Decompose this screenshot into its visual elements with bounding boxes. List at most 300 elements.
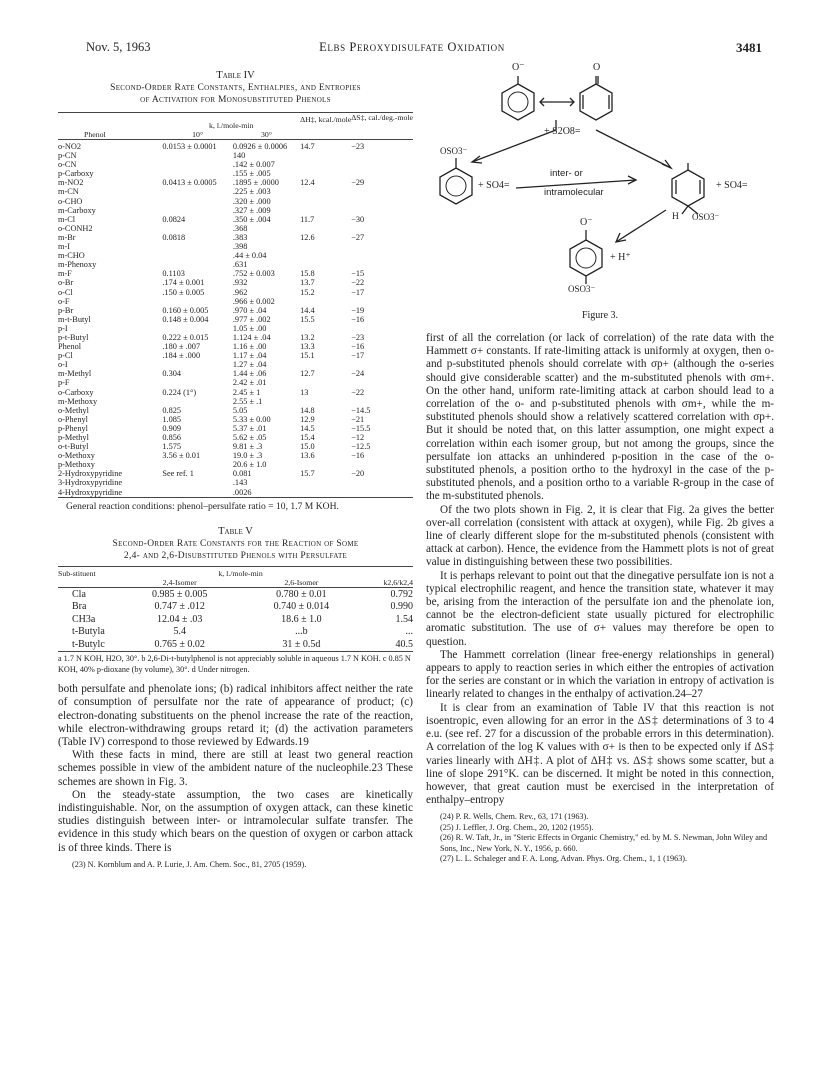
table4-conditions: General reaction conditions: phenol–persulfate ratio = 10, 1.7 M KOH. — [66, 500, 339, 512]
table4-cell — [351, 397, 413, 406]
table5-title-1: Second-Order Rate Constants for the Reaction of Some — [112, 538, 359, 549]
table4-cell: 1.05 ± .00 — [232, 323, 267, 333]
running-header-date: Nov. 5, 1963 — [86, 40, 151, 54]
table4-cell: 2.45 ± 1 — [232, 387, 261, 397]
table4-cell — [162, 324, 233, 333]
table4-cell: p-Carboxy — [58, 169, 94, 179]
left-column — [58, 70, 413, 870]
table4-cell: p-CN — [58, 151, 77, 161]
right-body-text — [426, 332, 774, 807]
scheme-bottom-ion: O⁻ — [580, 217, 593, 228]
table4-row — [58, 451, 413, 460]
table4-cell: 3-Hydroxypyridine — [58, 478, 123, 488]
table4-row — [58, 433, 413, 442]
table4-cell — [300, 160, 351, 169]
scheme-arrow-label-2: intramolecular — [544, 187, 604, 198]
table4-row — [58, 197, 413, 206]
table4-cell: See ref. 1 — [162, 469, 194, 479]
table4-row — [58, 469, 413, 478]
table4-row — [58, 251, 413, 260]
table4-cell: o-Methoxy — [58, 451, 95, 461]
table4-body — [58, 142, 413, 497]
table4-cell — [162, 251, 233, 260]
table5-title-2: 2,4- and 2,6-Disubstituted Phenols with Persulfate — [123, 550, 348, 561]
table4-cell: 15.8 — [300, 269, 315, 279]
table4-cell: 15.5 — [300, 314, 315, 324]
right-paragraph-1: first of all the correlation (or lack of correlation) of the rate data with the Hammett σ+ constants. If rate-limiting attack is uniformly at oxygen, then o- and p-substituted phenols should correlate with σp+ (although the o-series should give considerable scatter) and the m-substituted phenols with σm+. On the other hand, uniform rate-limiting attack at carbon should lead to a correlation of the o- and p-substituted phenols with σm+, while the m-substituted phenols should show a relatively scattered correlation with σp+. But it should be noted that, on this latter assumption, one might expect a correlation within each isomer group, but not among the groups, since the persulfate ion attacks an unhindered p-position in the case of the o-substituted phenols, a position ortho to the hydroxyl in the case of the p-substituted phenols, and a position ortho to a variable R-group in the case of the m-substituted phenols. — [426, 332, 774, 503]
table4-cell: 1.27 ± .04 — [232, 360, 267, 370]
table5-row — [58, 639, 413, 652]
table4-cell: −21 — [351, 414, 365, 424]
table4-cell — [162, 242, 233, 251]
table5-cell: 0.792 — [390, 588, 413, 600]
table5-cell: 0.747 ± .012 — [154, 601, 205, 613]
table4-cell — [351, 242, 413, 251]
ref-24: (24) P. R. Wells, Chem. Rev., 63, 171 (1963). — [440, 812, 589, 822]
table4-cell: m-Cl — [58, 214, 76, 224]
table4-cell — [351, 360, 413, 369]
table5-row — [58, 626, 413, 639]
table4-cell — [351, 206, 413, 215]
table4-cell: .383 — [232, 232, 248, 242]
table5-cell: CH3a — [72, 613, 96, 625]
table5 — [58, 566, 413, 654]
left-footnote-ref: (23) N. Kornblum and A. P. Lurie, J. Am. Chem. Soc., 81, 2705 (1959). — [72, 859, 307, 869]
table4-cell: .962 — [232, 287, 248, 297]
table4-head-dh: ΔH‡, kcal./mole — [300, 115, 352, 124]
table4-cell: 14.7 — [300, 142, 315, 151]
table4-cell: .143 — [232, 478, 248, 488]
table5-cell: 31 ± 0.5d — [282, 638, 321, 650]
table4-cell — [300, 187, 351, 196]
table4-cell — [162, 297, 233, 306]
table4-cell: 0.222 ± 0.015 — [162, 332, 209, 342]
table4-cell: 0.148 ± 0.004 — [162, 314, 209, 324]
right-paragraph-5: It is clear from an examination of Table IV that this reaction is not isoentropic, even allowing for an error in the ΔS‡ determinations of 3 to 4 e.u. (see ref. 27 for a discussion of the probable errors in this determination). A correlation of the log K values with σ+ is then to be expected only if ΔS‡ varies linearly with ΔH‡. A plot of ΔH‡ vs. ΔS‡ shows some scatter, but a line of slope 291°K. can be discerned. It might be noted in this connection, however, that great caution must be exercised in the interpretation of enthalpy–entropy — [426, 701, 774, 807]
table4-cell: 19.0 ± .3 — [232, 451, 263, 461]
table4-cell — [300, 488, 351, 498]
right-paragraph-3: It is perhaps relevant to point out that the dinegative persulfate ion is not a typical electrophilic reagent, and hence the transition state, whatever it may be, arising from the interaction of the persulfate ion and the phenolate ion, cannot be the electron-deficient state usually pictured for electrophilic aromatic substitution. The use of σ+ values may therefore be open to question. — [426, 569, 774, 648]
table4-cell: o-F — [58, 296, 70, 306]
product-ring — [570, 240, 602, 276]
table4-cell: 0.0926 ± 0.0006 — [232, 142, 288, 151]
table4-row — [58, 478, 413, 487]
ref-27: (27) L. L. Schaleger and F. A. Long, Advan. Phys. Org. Chem., 1, 1 (1963). — [440, 854, 688, 864]
table4-cell: 140 — [232, 151, 246, 161]
table4-row — [58, 424, 413, 433]
table4-cell: .966 ± 0.002 — [232, 296, 275, 306]
table4-cell — [300, 360, 351, 369]
table4-cell: 1.575 — [162, 442, 182, 452]
table4-cell: −29 — [351, 178, 365, 188]
table4-cell: .320 ± .000 — [232, 196, 271, 206]
table5-cell: 0.765 ± 0.02 — [154, 638, 205, 650]
table5-cell: 12.04 ± .03 — [156, 613, 203, 625]
table4-head-phenol: Phenol — [84, 130, 106, 139]
table4-row — [58, 315, 413, 324]
table5-row — [58, 601, 413, 614]
table5-footnotes: a 1.7 N KOH, H2O, 30°. b 2,6-Di-t-butylphenol is not appreciably soluble in aqueous 1.7 N KOH. c 0.85 N KOH, 40% p-dioxane (by volume), 30°. d Under nitrogen. — [58, 654, 411, 674]
table4-cell — [351, 260, 413, 269]
table4-cell — [162, 397, 233, 406]
table5-row — [58, 589, 413, 602]
table5-head-26: 2,6-Isomer — [284, 577, 319, 587]
table4-cell: 4-Hydroxypyridine — [58, 487, 123, 497]
table4-row — [58, 488, 413, 498]
table4-cell — [300, 478, 351, 487]
running-header-title: Elbs Peroxydisulfate Oxidation — [319, 40, 505, 54]
table4-cell: 14.5 — [300, 423, 315, 433]
table4-cell: .225 ± .003 — [232, 187, 271, 197]
aryl-sulfate-ring — [440, 168, 472, 204]
left-paragraph-3: On the steady-state assumption, the two cases are kinetically indistinguishable. Nor, on the assumption of oxygen attack, can these kinetic studies distinguish between inter- or intramolecular sulfate transfer. The evidence in this study which bears on the question of oxygen or carbon attack is of three kinds. There is — [58, 788, 413, 854]
table4-row — [58, 460, 413, 469]
table4-cell: 12.7 — [300, 369, 315, 379]
left-paragraph-1: both persulfate and phenolate ions; (b) radical inhibitors affect neither the rate of consumption of persulfate nor the rate of appearance of product; (c) electron-donating substituents on the phenol increase the rate of the reaction, while electron-withdrawing groups retard it; (d) the activation parameters (Table IV) correspond to those reviewed by Edwards.19 — [58, 683, 413, 748]
table4-cell — [351, 478, 413, 487]
table4-cell: −14.5 — [351, 405, 371, 415]
table4-cell — [300, 197, 351, 206]
table4-row — [58, 378, 413, 387]
table4-cell: .174 ± 0.001 — [162, 278, 205, 288]
table4-cell — [162, 260, 233, 269]
table4-cell: .398 — [232, 242, 248, 252]
table4-cell — [300, 169, 351, 178]
table4-cell: p-F — [58, 378, 70, 388]
table4-row — [58, 342, 413, 351]
table4-cell — [300, 397, 351, 406]
table4-head-k: k, l./mole-min — [209, 121, 254, 130]
table4-row — [58, 242, 413, 251]
table4-cell: 20.6 ± 1.0 — [232, 460, 267, 470]
table4-cell: 2-Hydroxypyridine — [58, 469, 123, 479]
table5-head-ratio: k2,6/k2,4 — [383, 577, 413, 587]
table4-cell: o-Cl — [58, 287, 73, 297]
reaction-scheme — [426, 62, 774, 332]
table4-cell: 0.0153 ± 0.0001 — [162, 142, 217, 151]
table4-cell: −30 — [351, 214, 365, 224]
table4-cell: o-CHO — [58, 196, 83, 206]
table4-cell: −20 — [351, 469, 365, 479]
table4-cell: .350 ± .004 — [232, 214, 271, 224]
table4-cell: m-I — [58, 242, 70, 252]
table4-cell — [162, 169, 233, 178]
table4-cell: o-I — [58, 360, 68, 370]
table4-cell: 0.0413 ± 0.0005 — [162, 178, 217, 188]
table4-cell: .368 — [232, 223, 248, 233]
scheme-top-left-ion: O⁻ — [512, 62, 525, 73]
table4-cell — [162, 197, 233, 206]
table5-cell: 18.6 ± 1.0 — [281, 613, 322, 625]
table5-cell: ...b — [295, 626, 308, 638]
scheme-plus-so4-left: + SO4= — [478, 180, 510, 191]
table4-cell: .752 ± 0.003 — [232, 269, 275, 279]
table4-cell: p-Phenyl — [58, 423, 88, 433]
table4-label: Table IV — [216, 70, 255, 81]
table5-head-sub: Sub-stituent — [58, 568, 96, 578]
table5-cell: 0.780 ± 0.01 — [276, 588, 327, 600]
table4-cell: 1.16 ± .00 — [232, 342, 267, 352]
right-paragraph-4: The Hammett correlation (linear free-energy relationships in general) appears to apply to reaction series in which either the entropies of activation for the series are constant or in which the variation in entropy of activation is linearly related to changes in the enthalpy of activation.24–27 — [426, 648, 774, 701]
table4-cell: 0.304 — [162, 369, 182, 379]
table4-row — [58, 297, 413, 306]
table4-cell: −12 — [351, 433, 365, 442]
table4-cell: 13.3 — [300, 342, 315, 352]
table4-cell: 13.7 — [300, 278, 315, 288]
table4-row — [58, 178, 413, 187]
table5-cell: Bra — [72, 601, 87, 613]
table4-title-2: of Activation for Monosubstituted Phenols — [140, 95, 331, 105]
table4-row — [58, 278, 413, 287]
left-body-text — [58, 683, 413, 855]
table4-cell: m-CN — [58, 187, 79, 197]
table4-cell: 0.856 — [162, 433, 182, 442]
table4-row — [58, 288, 413, 297]
right-column — [426, 62, 774, 865]
table4-cell — [300, 260, 351, 269]
table4-cell — [351, 297, 413, 306]
table4-cell: m-NO2 — [58, 178, 84, 188]
table4-cell: m-Br — [58, 232, 76, 242]
table4-cell — [351, 151, 413, 160]
table4-cell: .44 ± 0.04 — [232, 251, 267, 261]
table4-cell: 0.1103 — [162, 269, 185, 279]
table4-cell: −16 — [351, 451, 365, 461]
table4-cell: 12.9 — [300, 414, 315, 424]
table4-cell: .932 — [232, 278, 248, 288]
table4 — [58, 112, 413, 499]
table4-row — [58, 369, 413, 378]
table4-cell: 5.05 — [232, 405, 248, 415]
table4-cell — [351, 160, 413, 169]
table4-cell: p-t-Butyl — [58, 332, 89, 342]
table4-cell — [351, 488, 413, 498]
table4-cell: .327 ± .009 — [232, 205, 271, 215]
table4-cell: 1.44 ± .06 — [232, 369, 267, 379]
table4-cell — [300, 297, 351, 306]
table4-cell — [351, 197, 413, 206]
table4-cell — [351, 324, 413, 333]
table4-cell: 13 — [300, 387, 309, 397]
table4-cell — [162, 160, 233, 169]
table4-cell: −24 — [351, 369, 365, 379]
left-paragraph-2: With these facts in mind, there are still at least two general reaction schemes possible in view of the ambident nature of the nucleophile.23 These schemes are shown in Fig. 3. — [58, 749, 413, 788]
table5-cell: 0.990 — [390, 601, 413, 613]
table4-cell: 5.33 ± 0.00 — [232, 414, 271, 424]
table4-title-1: Second-Order Rate Constants, Enthalpies, and Entropies — [110, 83, 361, 93]
dienone-ring — [580, 84, 612, 120]
table5-row — [58, 614, 413, 627]
table4-cell — [162, 460, 233, 469]
table4-cell: −15.5 — [351, 423, 371, 433]
table4-cell: 0.0824 — [162, 214, 186, 224]
table4-cell: −16 — [351, 314, 365, 324]
table4-cell — [162, 187, 233, 196]
scheme-oso3-label: OSO3⁻ — [692, 212, 720, 222]
table4-row — [58, 142, 413, 151]
table4-cell: −23 — [351, 142, 365, 151]
table4-cell — [162, 378, 233, 387]
table4-cell: 12.6 — [300, 232, 315, 242]
table4-cell: 2.42 ± .01 — [232, 378, 267, 388]
table4-cell — [351, 251, 413, 260]
table4-cell: 5.62 ± .05 — [232, 433, 267, 442]
table4-cell: −27 — [351, 232, 365, 242]
table4-cell: .184 ± .000 — [162, 351, 201, 361]
table4-cell: p-I — [58, 323, 68, 333]
table4-cell: .155 ± .005 — [232, 169, 271, 179]
table4-cell: 5.37 ± .01 — [232, 423, 267, 433]
scheme-left-group: OSO3⁻ — [440, 146, 468, 156]
table5-head-k: k, l./mole-min — [218, 568, 263, 578]
ref-25: (25) J. Leffler, J. Org. Chem., 20, 1202 (1955). — [440, 822, 594, 832]
table4-cell: p-Cl — [58, 351, 73, 361]
table4-cell: 0.825 — [162, 405, 182, 415]
scheme-persulfate: + S2O8= — [544, 126, 581, 137]
table4-head-30: 30° — [261, 130, 272, 139]
table4-row — [58, 360, 413, 369]
table4-cell — [351, 169, 413, 178]
table4-cell: o-NO2 — [58, 142, 82, 151]
table4-row — [58, 333, 413, 342]
table4-cell: 13.2 — [300, 332, 315, 342]
table4-cell — [351, 187, 413, 196]
table4-cell — [351, 378, 413, 387]
table4-cell: −23 — [351, 332, 365, 342]
table4-cell: −19 — [351, 305, 365, 315]
table4-row — [58, 269, 413, 278]
table4-cell: o-CONH2 — [58, 223, 93, 233]
scheme-arrow-label-1: inter- or — [550, 168, 583, 179]
table4-row — [58, 406, 413, 415]
table4-cell: 1.17 ± .04 — [232, 351, 267, 361]
table4-cell: m-Methoxy — [58, 396, 98, 406]
table4-cell: .977 ± .002 — [232, 314, 271, 324]
table4-cell: o-CN — [58, 160, 77, 170]
table4-cell: m-t-Butyl — [58, 314, 91, 324]
table4-cell — [300, 151, 351, 160]
scheme-plus-so4-right: + SO4= — [716, 180, 748, 191]
table5-body — [58, 589, 413, 652]
scheme-plus-h: + H⁺ — [610, 252, 631, 263]
table4-row — [58, 351, 413, 360]
figure-caption: Figure 3. — [581, 310, 619, 321]
table4-cell: .1895 ± .0000 — [232, 178, 279, 188]
table4-cell: m-Carboxy — [58, 205, 96, 215]
table5-cell: t-Butylc — [72, 638, 105, 650]
table5-cell: t-Butyla — [72, 626, 105, 638]
table4-cell: m-Methyl — [58, 369, 92, 379]
table4-cell: 15.1 — [300, 351, 315, 361]
table4-cell — [300, 206, 351, 215]
table4-cell: 0.0818 — [162, 232, 186, 242]
table5-cell: 5.4 — [173, 626, 186, 638]
table4-cell: −22 — [351, 278, 365, 288]
scheme-top-right-ion: O — [593, 62, 601, 73]
table4-cell: p-Methyl — [58, 433, 89, 442]
table4-cell: 11.7 — [300, 214, 315, 224]
page-number: 3481 — [736, 40, 762, 55]
table4-row — [58, 187, 413, 196]
table5-cell: 0.740 ± 0.014 — [273, 601, 330, 613]
table5-label: Table V — [218, 525, 253, 537]
table4-cell: −12.5 — [351, 442, 371, 452]
table4-cell: 3.56 ± 0.01 — [162, 451, 201, 461]
table4-cell: .970 ± .04 — [232, 305, 267, 315]
table4-cell — [300, 378, 351, 387]
table4-cell — [351, 460, 413, 469]
table4-cell: .0026 — [232, 487, 252, 497]
table4-cell: 15.4 — [300, 433, 315, 442]
table5-head-24: 2,4-Isomer — [162, 577, 197, 587]
table4-head-10: 10° — [192, 130, 204, 139]
table4-cell: Phenol — [58, 342, 82, 352]
table4-cell: −15 — [351, 269, 365, 279]
table4-cell — [300, 242, 351, 251]
table4-cell: p-Br — [58, 305, 74, 315]
table4-cell: o-Carboxy — [58, 387, 94, 397]
table4-row — [58, 224, 413, 233]
table5-cell: Cla — [72, 588, 86, 600]
table4-row — [58, 415, 413, 424]
table4-cell: 1.085 — [162, 414, 182, 424]
table4-cell: o-Phenyl — [58, 414, 88, 424]
table5-cell: 0.985 ± 0.005 — [151, 588, 208, 600]
scheme-h-label: H — [672, 212, 679, 222]
table4-cell — [300, 324, 351, 333]
right-paragraph-2: Of the two plots shown in Fig. 2, it is clear that Fig. 2a gives the better over-all correlation (consistent with attack at oxygen), while Fig. 2b gives a line of clearly different slope for the m-substituted phenols (consistent with attack at carbon). Hence, the evidence from the Hammett plots is not of great value in distinguishing between these two possibilities. — [426, 503, 774, 569]
table5-cell: 1.54 — [395, 613, 413, 625]
right-footnote-refs — [426, 812, 774, 865]
table4-cell: 14.8 — [300, 405, 315, 415]
table4-row — [58, 260, 413, 269]
table4-cell — [300, 251, 351, 260]
table4-row — [58, 306, 413, 315]
table4-cell: 0.081 — [232, 469, 252, 479]
table4-cell — [300, 224, 351, 233]
table5-cell: 40.5 — [395, 638, 413, 650]
table4-cell: 1.124 ± .04 — [232, 332, 271, 342]
table4-cell: m-F — [58, 269, 72, 279]
table4-head-ds: ΔS‡, cal./deg.-mole — [351, 113, 413, 122]
table4-cell: o-t-Butyl — [58, 442, 89, 452]
table4-cell: .150 ± 0.005 — [162, 287, 205, 297]
table4-cell: .180 ± .007 — [162, 342, 201, 352]
table4-cell — [162, 488, 233, 498]
table4-row — [58, 206, 413, 215]
table4-cell — [162, 206, 233, 215]
table4-cell: −22 — [351, 387, 365, 397]
table4-cell: p-Methoxy — [58, 460, 95, 470]
intermediate-ring — [672, 170, 704, 206]
table4-row — [58, 151, 413, 160]
table4-cell: −17 — [351, 351, 365, 361]
phenolate-ring — [502, 84, 534, 120]
table4-cell: m-CHO — [58, 251, 85, 261]
table4-cell: 15.0 — [300, 442, 315, 452]
table4-row — [58, 160, 413, 169]
table4-cell: 13.6 — [300, 451, 315, 461]
table5-cell: ... — [405, 626, 413, 638]
table4-cell: 0.160 ± 0.005 — [162, 305, 209, 315]
table4-row — [58, 169, 413, 178]
table4-cell: −16 — [351, 342, 365, 352]
table4-cell: .631 — [232, 260, 248, 270]
table4-cell: 15.7 — [300, 469, 315, 479]
table4-cell: 14.4 — [300, 305, 315, 315]
table4-cell — [162, 224, 233, 233]
table4-cell: −17 — [351, 287, 365, 297]
